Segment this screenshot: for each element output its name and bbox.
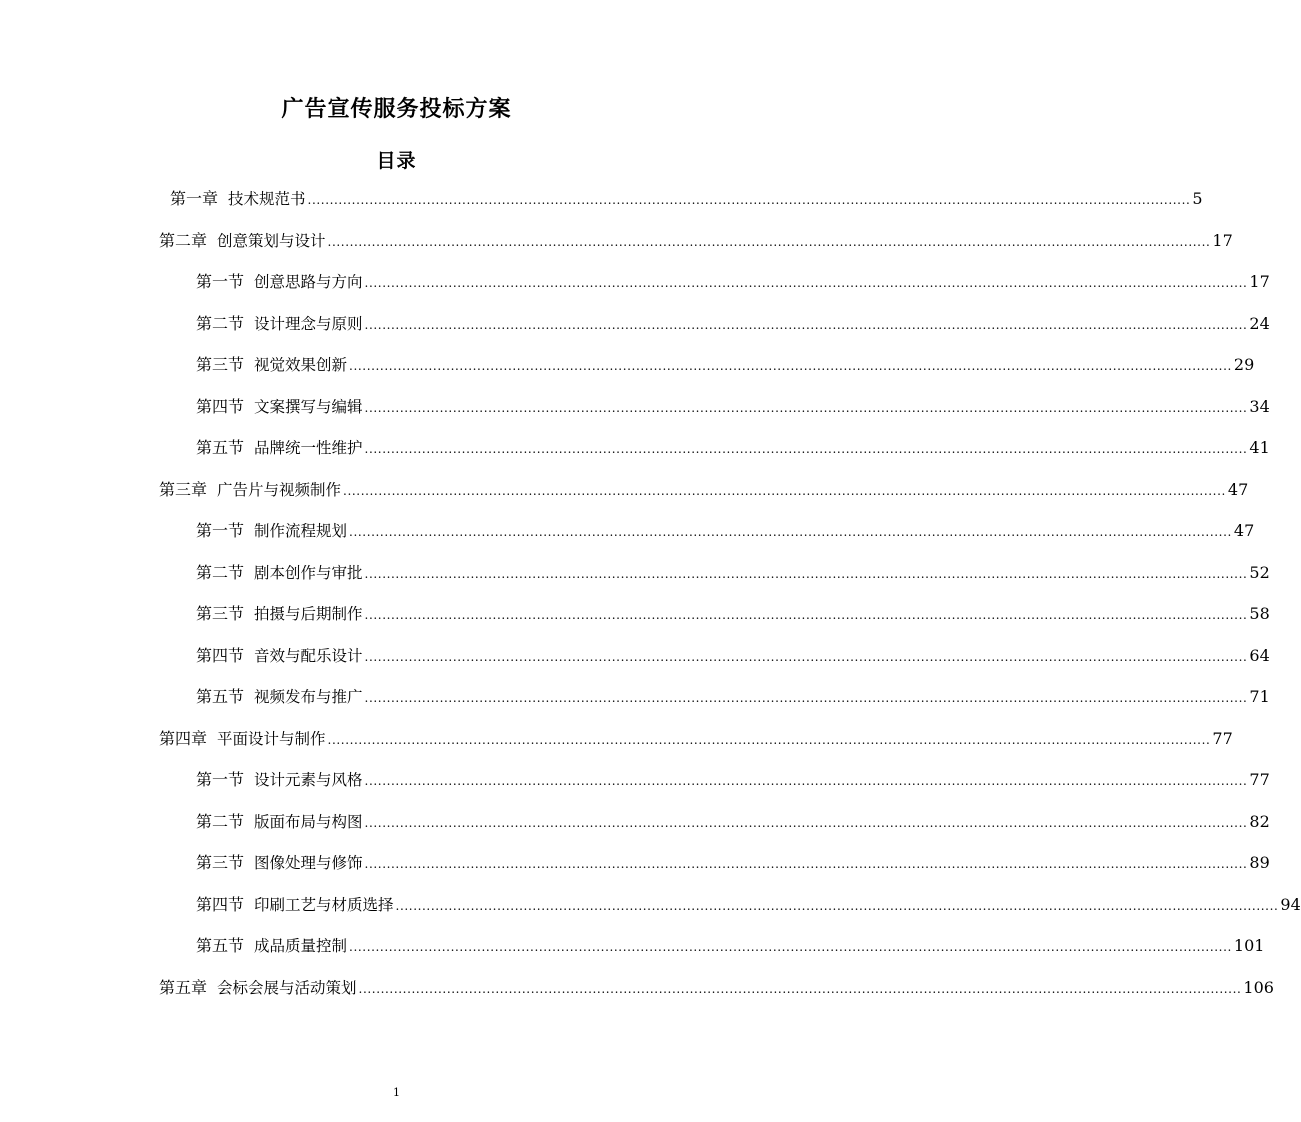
toc-entry-title: 拍摄与后期制作 [254, 605, 363, 623]
toc-entry-title: 品牌统一性维护 [254, 439, 363, 457]
toc-entry-label: 第四节 [196, 895, 245, 914]
dot-leader: ........................................................................................................................................................................................................ [349, 359, 1232, 373]
toc-entry-title: 文案撰写与编辑 [254, 398, 363, 416]
toc-entry-page: 58 [1249, 604, 1270, 623]
toc-entry-page: 94 [1280, 895, 1301, 914]
toc-chapter-entry[interactable] [159, 479, 1249, 502]
toc-chapter-entry[interactable] [170, 188, 1203, 211]
dot-leader: ........................................................................................................................................................................................................ [364, 816, 1248, 830]
toc-entry-title: 图像处理与修饰 [254, 854, 363, 872]
toc-entry-title: 音效与配乐设计 [254, 647, 363, 665]
dot-leader: ........................................................................................................................................................................................................ [327, 235, 1211, 249]
toc-entry-label: 第五节 [196, 438, 245, 457]
toc-entry-page: 52 [1249, 563, 1270, 582]
dot-leader: ........................................................................................................................................................................................................ [364, 650, 1248, 664]
dot-leader: ........................................................................................................................................................................................................ [307, 193, 1191, 207]
toc-entry-page: 17 [1212, 231, 1233, 250]
toc-entry-page: 47 [1233, 521, 1255, 540]
toc-section-entry[interactable] [196, 603, 1270, 626]
page-number: 1 [393, 1086, 400, 1099]
dot-leader: ........................................................................................................................................................................................................ [349, 940, 1232, 954]
toc-entry-page: 29 [1233, 355, 1255, 374]
dot-leader: ........................................................................................................................................................................................................ [364, 567, 1248, 581]
toc-section-entry[interactable] [196, 562, 1270, 585]
toc-entry-label: 第四章 [159, 729, 208, 748]
toc-entry-label: 第二节 [196, 563, 245, 582]
toc-section-entry[interactable] [196, 313, 1270, 336]
dot-leader: ........................................................................................................................................................................................................ [395, 899, 1279, 913]
toc-entry-page: 64 [1249, 646, 1270, 665]
toc-entry-page: 24 [1249, 314, 1270, 333]
toc-chapter-entry[interactable] [159, 230, 1233, 253]
toc-entry-title: 制作流程规划 [254, 522, 348, 540]
toc-entry-label: 第三节 [196, 355, 245, 374]
toc-entry-title: 成品质量控制 [254, 937, 348, 955]
dot-leader: ........................................................................................................................................................................................................ [364, 276, 1248, 290]
toc-entry-label: 第一节 [196, 272, 245, 291]
toc-entry-title: 视觉效果创新 [254, 356, 348, 374]
toc-entry-title: 剧本创作与审批 [254, 564, 363, 582]
toc-section-entry[interactable] [196, 354, 1255, 377]
toc-entry-label: 第一章 [170, 189, 219, 208]
toc-entry-page: 41 [1249, 438, 1270, 457]
toc-entry-page: 82 [1249, 812, 1270, 831]
dot-leader: ........................................................................................................................................................................................................ [364, 318, 1248, 332]
toc-entry-page: 17 [1249, 272, 1270, 291]
toc-entry-page: 77 [1212, 729, 1233, 748]
toc-section-entry[interactable] [196, 769, 1270, 792]
toc-entry-label: 第二章 [159, 231, 208, 250]
dot-leader: ........................................................................................................................................................................................................ [364, 857, 1248, 871]
toc-section-entry[interactable] [196, 437, 1270, 460]
document-title: 广告宣传服务投标方案 [281, 97, 512, 122]
toc-entry-label: 第四节 [196, 397, 245, 416]
toc-entry-title: 设计理念与原则 [254, 315, 363, 333]
toc-section-entry[interactable] [196, 852, 1270, 875]
toc-entry-title: 广告片与视频制作 [217, 481, 342, 499]
toc-entry-label: 第五章 [159, 978, 208, 997]
toc-entry-label: 第五节 [196, 687, 245, 706]
toc-section-entry[interactable] [196, 935, 1265, 958]
toc-entry-title: 创意策划与设计 [217, 232, 326, 250]
toc-entry-page: 89 [1249, 853, 1270, 872]
toc-entry-page: 106 [1243, 978, 1274, 997]
dot-leader: ........................................................................................................................................................................................................ [364, 691, 1248, 705]
dot-leader: ........................................................................................................................................................................................................ [364, 608, 1248, 622]
toc-chapter-entry[interactable] [159, 977, 1274, 1000]
toc-entry-page: 5 [1192, 189, 1203, 208]
dot-leader: ........................................................................................................................................................................................................ [343, 484, 1226, 498]
toc-heading: 目录 [376, 150, 417, 172]
toc-entry-label: 第一节 [196, 521, 245, 540]
toc-entry-title: 视频发布与推广 [254, 688, 363, 706]
toc-entry-label: 第一节 [196, 770, 245, 789]
toc-entry-title: 平面设计与制作 [217, 730, 326, 748]
dot-leader: ........................................................................................................................................................................................................ [364, 442, 1248, 456]
toc-section-entry[interactable] [196, 645, 1270, 668]
toc-entry-title: 设计元素与风格 [254, 771, 363, 789]
toc-entry-label: 第三节 [196, 853, 245, 872]
toc-entry-label: 第二节 [196, 812, 245, 831]
toc-section-entry[interactable] [196, 396, 1270, 419]
toc-entry-page: 47 [1227, 480, 1249, 499]
toc-entry-label: 第三章 [159, 480, 208, 499]
dot-leader: ........................................................................................................................................................................................................ [358, 982, 1242, 996]
toc-entry-label: 第四节 [196, 646, 245, 665]
toc-entry-title: 版面布局与构图 [254, 813, 363, 831]
toc-section-entry[interactable] [196, 686, 1270, 709]
toc-section-entry[interactable] [196, 271, 1270, 294]
dot-leader: ........................................................................................................................................................................................................ [364, 774, 1248, 788]
toc-entry-title: 技术规范书 [228, 190, 306, 208]
dot-leader: ........................................................................................................................................................................................................ [349, 525, 1232, 539]
toc-entry-title: 印刷工艺与材质选择 [254, 896, 394, 914]
toc-entry-page: 77 [1249, 770, 1270, 789]
toc-entry-label: 第三节 [196, 604, 245, 623]
toc-entry-page: 101 [1233, 936, 1265, 955]
toc-section-entry[interactable] [196, 894, 1301, 917]
toc-entry-label: 第五节 [196, 936, 245, 955]
toc-chapter-entry[interactable] [159, 728, 1233, 751]
toc-entry-title: 创意思路与方向 [254, 273, 363, 291]
toc-section-entry[interactable] [196, 520, 1255, 543]
toc-entry-label: 第二节 [196, 314, 245, 333]
toc-entry-page: 71 [1249, 687, 1270, 706]
dot-leader: ........................................................................................................................................................................................................ [364, 401, 1248, 415]
toc-entry-page: 34 [1249, 397, 1270, 416]
toc-entry-title: 会标会展与活动策划 [217, 979, 357, 997]
dot-leader: ........................................................................................................................................................................................................ [327, 733, 1211, 747]
toc-section-entry[interactable] [196, 811, 1270, 834]
